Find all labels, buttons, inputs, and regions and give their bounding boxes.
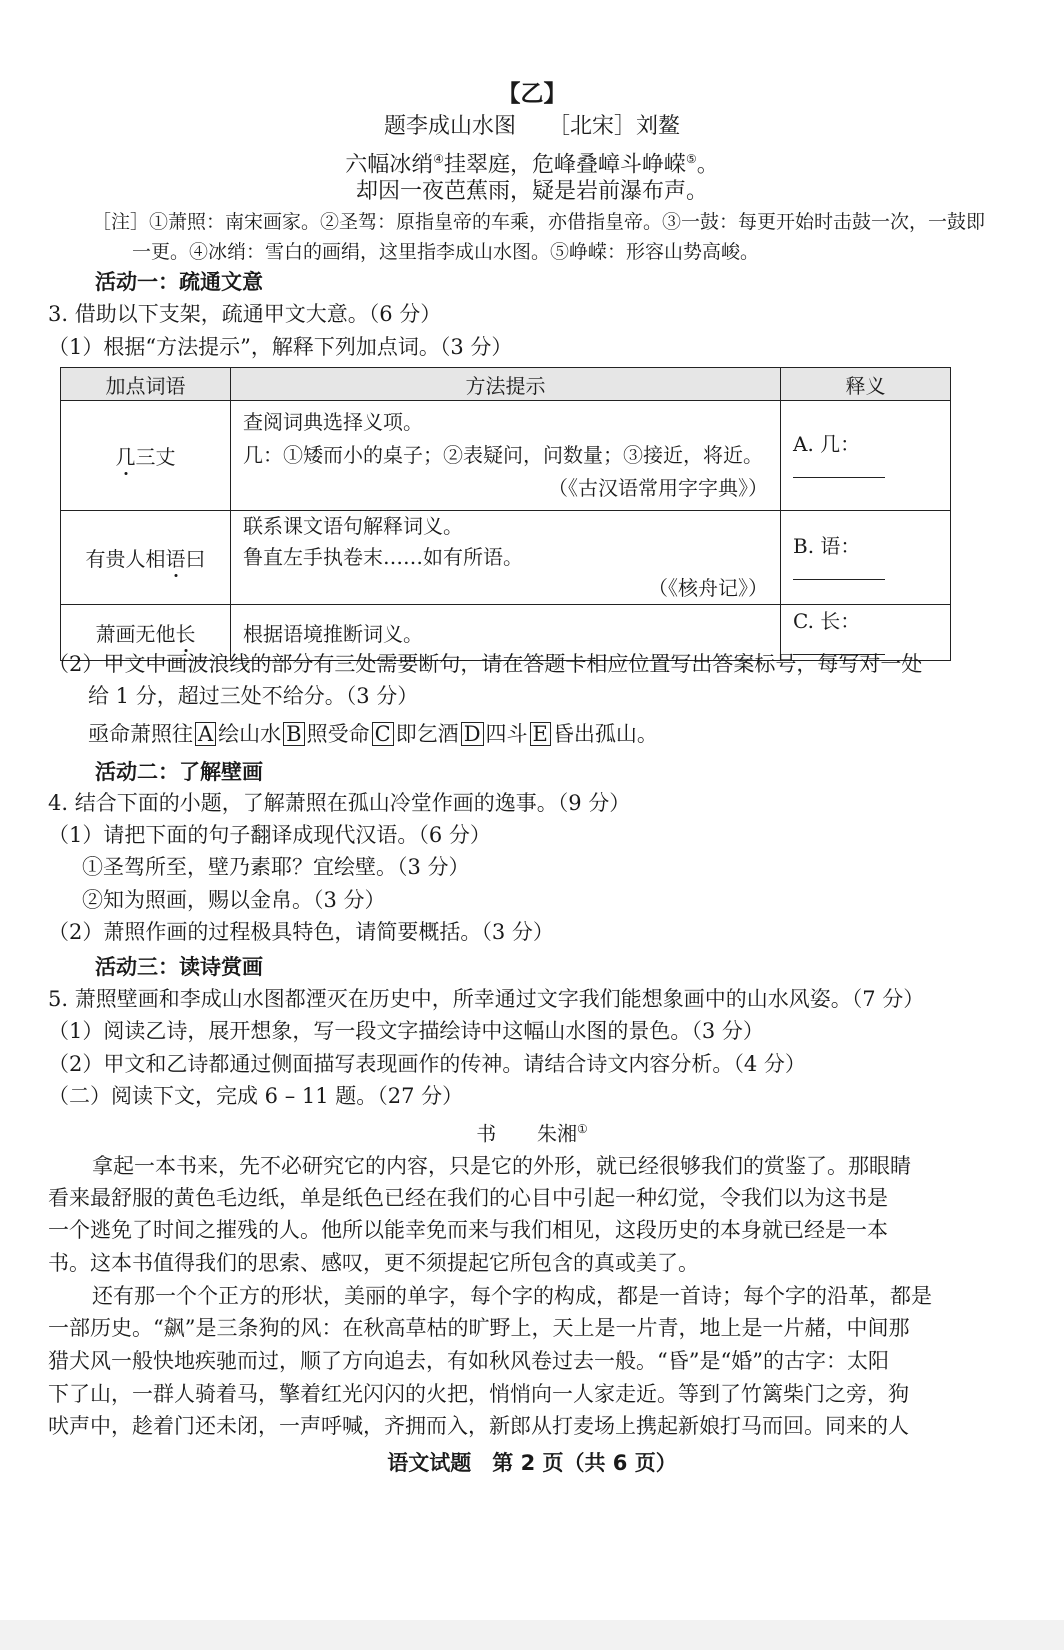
activity1-title: 活动一：疏通文意 bbox=[95, 270, 263, 294]
break-marker-a: A bbox=[195, 722, 216, 746]
question-3-2-line-2: 给 1 分，超过三处不给分。（3 分） bbox=[88, 684, 419, 708]
poem-line-1-end: 。 bbox=[696, 152, 719, 178]
hint-source: （《核舟记》） bbox=[648, 576, 768, 600]
answer-cell bbox=[781, 511, 951, 605]
table-header-row bbox=[61, 368, 951, 401]
question-4-1: （1）请把下面的句子翻译成现代汉语。（6 分） bbox=[48, 823, 491, 847]
hint-line: 几：①矮而小的桌子；②表疑问，问数量；③接近，将近。 bbox=[243, 443, 763, 467]
question-4-1-a: ①圣驾所至，壁乃素耶？宜绘壁。（3 分） bbox=[82, 855, 470, 879]
table-header-hint: 方法提示 bbox=[231, 368, 781, 401]
break-marker-c: C bbox=[372, 722, 394, 746]
word-text: 有贵人相 bbox=[85, 547, 166, 571]
scan-edge bbox=[0, 1620, 1064, 1650]
poem-line-1-part-b: 挂翠庭，危峰叠嶂斗峥嵘 bbox=[443, 152, 686, 178]
question-4: 4. 结合下面的小题，了解萧照在孤山冷堂作画的逸事。（9 分） bbox=[48, 791, 631, 815]
sentence-part: 昏出孤山。 bbox=[552, 722, 658, 746]
passage-p1-line: 书。这本书值得我们的思索、感叹，更不须提起它所包含的真或美了。 bbox=[48, 1251, 699, 1275]
question-5-1: （1）阅读乙诗，展开想象，写一段文字描绘诗中这幅山水图的景色。（3 分） bbox=[48, 1019, 764, 1043]
passage-title: 书 bbox=[476, 1121, 497, 1146]
dotted-word: 长 bbox=[175, 622, 196, 646]
punctuation-sentence bbox=[88, 720, 658, 748]
method-table bbox=[60, 367, 951, 661]
passage-p1-line: 一个逃免了时间之摧残的人。他所以能幸免而来与我们相见，这段历史的本身就已经是一本 bbox=[48, 1218, 888, 1242]
hint-line: 根据语境推断词义。 bbox=[243, 622, 423, 646]
question-4-1-b: ②知为照画，赐以金帛。（3 分） bbox=[82, 888, 386, 912]
passage-title-line bbox=[0, 1115, 1064, 1148]
hint-cell bbox=[231, 401, 781, 511]
word-cell bbox=[61, 401, 231, 511]
hint-line: 鲁直左手执卷末……如有所语。 bbox=[243, 545, 523, 569]
passage-p2-line: 吠声中，趁着门还未闭，一声呼喊，齐拥而入，新郎从打麦场上携起新娘打马而回。同来的人 bbox=[48, 1414, 909, 1438]
sentence-part: 四斗 bbox=[485, 722, 528, 746]
question-3-1: （1）根据“方法提示”，解释下列加点词。（3 分） bbox=[48, 335, 513, 359]
table-row bbox=[61, 511, 951, 605]
hint-line: 联系课文语句解释词义。 bbox=[243, 514, 463, 538]
question-5-2: （2）甲文和乙诗都通过侧面描写表现画作的传神。请结合诗文内容分析。（4 分） bbox=[48, 1052, 806, 1076]
sentence-part: 即乞酒 bbox=[395, 722, 459, 746]
notes-line-2: 一更。④冰绡：雪白的画绢，这里指李成山水图。⑤峥嵘：形容山势高峻。 bbox=[132, 241, 760, 263]
hint-cell bbox=[231, 511, 781, 605]
question-4-2: （2）萧照作画的过程极具特色，请简要概括。（3 分） bbox=[48, 920, 554, 944]
hint-line: 查阅词典选择义项。 bbox=[243, 410, 423, 434]
passage-p2-line: 猎犬风一般快地疾驰而过，顺了方向追去，有如秋风卷过去一般。“昏”是“婚”的古字：太阳 bbox=[48, 1349, 889, 1373]
sentence-part: 照受命 bbox=[306, 722, 370, 746]
passage-p2-line: 下了山，一群人骑着马，擎着红光闪闪的火把，悄悄向一人家走近。等到了竹篱柴门之旁，狗 bbox=[48, 1382, 909, 1406]
hint-source: （《古汉语常用字字典》） bbox=[548, 476, 768, 500]
sentence-part: 绘山水 bbox=[218, 722, 282, 746]
answer-label: C. 长： bbox=[793, 609, 861, 633]
passage-p2-line: 还有那一个个正方的形状，美丽的单字，每个字的构成，都是一首诗；每个字的沿革，都是 bbox=[92, 1284, 932, 1308]
word-text: 萧画无他 bbox=[95, 622, 176, 646]
footnote-mark-5: ⑤ bbox=[686, 152, 697, 166]
poem-title: 题李成山水图 bbox=[383, 114, 516, 139]
dotted-word: 语 bbox=[165, 547, 186, 571]
answer-cell bbox=[781, 401, 951, 511]
notes-line-1: ［注］①萧照：南宋画家。②圣驾：原指皇帝的车乘，亦借指皇帝。③一鼓：每更开始时击鼓一次，一鼓即 bbox=[92, 211, 986, 233]
table-header-word: 加点词语 bbox=[61, 368, 231, 401]
poem-line-1 bbox=[0, 145, 1064, 179]
break-marker-b: B bbox=[283, 722, 304, 746]
section-heading-yi: 【乙】 bbox=[497, 81, 567, 107]
footnote-mark-1: ① bbox=[576, 1122, 588, 1136]
answer-blank-a[interactable] bbox=[793, 457, 885, 478]
passage-p2-line: 一部历史。“飙”是三条狗的风：在秋高草枯的旷野上，天上是一片青，地上是一片赭，中间那 bbox=[48, 1316, 910, 1340]
question-3-2-line-1: （2）甲文中画波浪线的部分有三处需要断句，请在答题卡相应位置写出答案标号，每写对一处 bbox=[48, 652, 923, 676]
activity3-title: 活动三：读诗赏画 bbox=[95, 955, 263, 979]
table-row bbox=[61, 401, 951, 511]
answer-label: A. 几： bbox=[793, 432, 861, 456]
passage-p1-line: 拿起一本书来，先不必研究它的内容，只是它的外形，就已经很够我们的赏鉴了。那眼睛 bbox=[92, 1154, 911, 1178]
question-3: 3. 借助以下支架，疏通甲文大意。（6 分） bbox=[48, 302, 442, 326]
answer-label: B. 语： bbox=[793, 534, 861, 558]
section-2-intro: （二）阅读下文，完成 6 – 11 题。（27 分） bbox=[48, 1084, 464, 1108]
break-marker-d: D bbox=[461, 722, 484, 746]
poem-line-2: 却因一夜芭蕉雨，疑是岩前瀑布声。 bbox=[355, 179, 708, 204]
activity2-title: 活动二：了解壁画 bbox=[95, 760, 263, 784]
footnote-mark-4: ④ bbox=[433, 152, 444, 166]
word-text: 三丈 bbox=[135, 445, 176, 469]
passage-p1-line: 看来最舒服的黄色毛边纸，单是纸色已经在我们的心目中引起一种幻觉，令我们以为这书是 bbox=[48, 1186, 888, 1210]
dotted-word: 几 bbox=[115, 445, 136, 469]
word-cell bbox=[61, 511, 231, 605]
poem-title-line bbox=[0, 113, 1064, 141]
word-text: 曰 bbox=[185, 547, 206, 571]
question-5: 5. 萧照壁画和李成山水图都湮灭在历史中，所幸通过文字我们能想象画中的山水风姿。（7 分） bbox=[48, 987, 925, 1011]
page-footer: 语文试题 第 2 页（共 6 页） bbox=[387, 1451, 677, 1475]
sentence-part: 亟命萧照往 bbox=[88, 722, 193, 746]
poem-author: ［北宋］刘鳌 bbox=[548, 114, 681, 139]
answer-blank-b[interactable] bbox=[793, 559, 885, 580]
break-marker-e: E bbox=[530, 722, 551, 746]
poem-line-1-part-a: 六幅冰绡 bbox=[345, 152, 434, 178]
passage-author: 朱湘 bbox=[536, 1121, 577, 1146]
table-header-meaning: 释义 bbox=[781, 368, 951, 401]
